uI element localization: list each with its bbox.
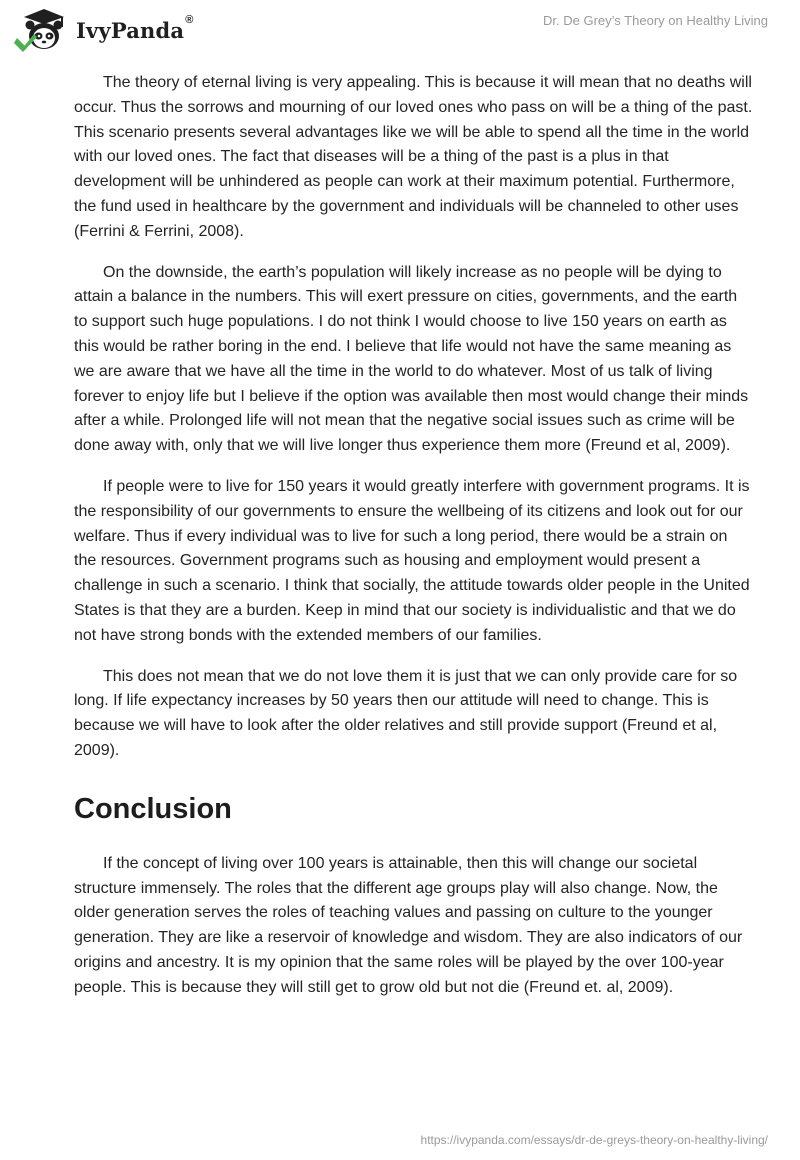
ivypanda-logo[interactable] <box>14 8 194 52</box>
conclusion-paragraph: If the concept of living over 100 years is attainable, then this will change our societal structure immensely. The roles that the different age groups play will also change. Now, the older generation serves the roles of teaching values and passing on culture to the younger generation. They are like a reservoir of knowledge and wisdom. They are also indicators of our origins and ancestry. It is my opinion that the same roles will be played by the over 100-year people. This is because they will still get to grow old but not die (Freund et. al, 2009). <box>74 854 743 996</box>
conclusion-heading: Conclusion <box>74 792 232 825</box>
document-title: Dr. De Grey’s Theory on Healthy Living <box>543 13 768 28</box>
panda-graduate-icon <box>14 8 74 52</box>
essay-body <box>74 71 754 1017</box>
page-header <box>0 0 800 60</box>
source-url[interactable]: https://ivypanda.com/essays/dr-de-greys-theory-on-healthy-living/ <box>420 1133 768 1147</box>
registered-mark: ® <box>185 13 194 26</box>
paragraph: If people were to live for 150 years it would greatly interfere with government programs. It is the responsibility of our governments to ensure the wellbeing of its citizens and look out for our welfare. Thus if every individual was to live for such a long period, there would be a strain on the resources. Government programs such as housing and employment would present a challenge in such a scenario. I think that socially, the attitude towards older people in the United States is that they are a burden. Keep in mind that our society is individualistic and that we do not have strong bonds with the extended members of our families. <box>74 477 750 644</box>
paragraph: On the downside, the earth’s population will likely increase as no people will be dying to attain a balance in the numbers. This will exert pressure on cities, governments, and the earth to support such huge populations. I do not think I would choose to live 150 years on earth as this would be rather boring in the end. I believe that life would not have the same meaning as we are aware that we have all the time in the world to do whatever. Most of us talk of living forever to enjoy life but I believe if the option was available then most would change their minds after a while. Prolonged life will not mean that the negative social issues such as crime will be done away with, only that we will live longer thus experience them more (Freund et al, 2009). <box>74 263 749 455</box>
logo-text: IvyPanda® <box>76 13 194 43</box>
paragraph: The theory of eternal living is very appealing. This is because it will mean that no deaths will occur. Thus the sorrows and mourning of our loved ones who pass on will be a thing of the past. This scenario presents several advantages like we will be able to spend all the time in the world with our loved ones. The fact that diseases will be a thing of the past is a plus in that development will be unhindered as people can work at their maximum potential. Furthermore, the fund used in healthcare by the government and individuals will be channeled to other uses (Ferrini & Ferrini, 2008). <box>74 74 753 240</box>
paragraph: This does not mean that we do not love them it is just that we can only provide care for so long. If life expectancy increases by 50 years then our attitude will need to change. This is because we will have to look after the older relatives and still provide support (Freund et al, 2009). <box>74 667 738 759</box>
